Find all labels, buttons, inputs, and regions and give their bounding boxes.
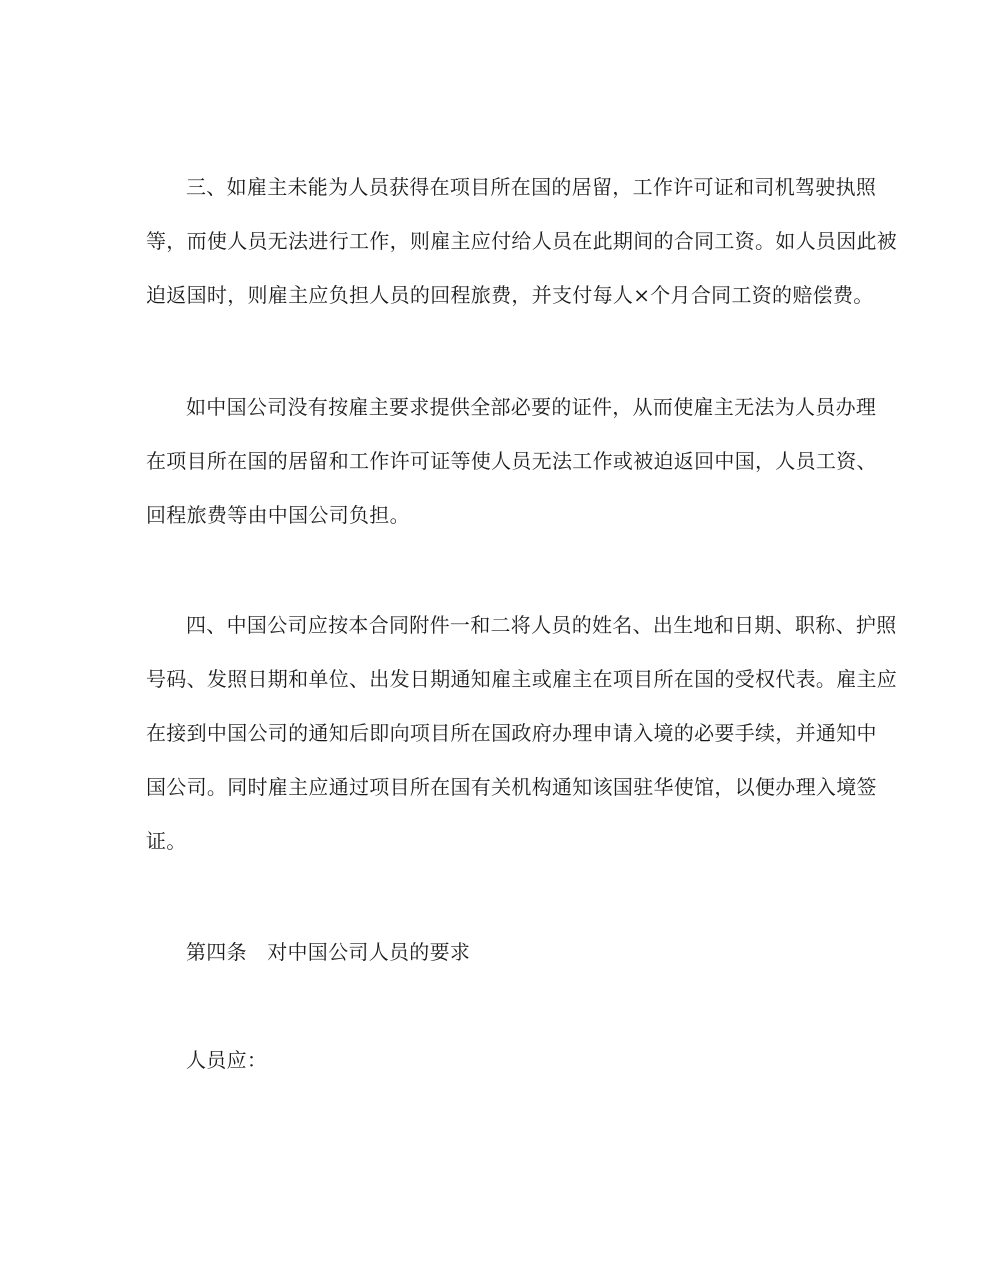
article-4-heading [146,925,846,979]
paragraph-article-3-clause-3 [146,160,898,322]
paragraph-article-3-clause-4 [146,598,898,868]
text-line: 人员应： [186,1048,268,1072]
text-line: 回程旅费等由中国公司负担。 [146,503,410,527]
text-line: 在接到中国公司的通知后即向项目所在国政府办理申请入境的必要手续，并通知中 [146,721,877,745]
text-line: 四、中国公司应按本合同附件一和二将人员的姓名、出生地和日期、职称、护照 [186,613,897,637]
text-line: 号码、发照日期和单位、出发日期通知雇主或雇主在项目所在国的受权代表。雇主应 [146,667,898,691]
text-line: 国公司。同时雇主应通过项目所在国有关机构通知该国驻华使馆，以便办理入境签 [146,775,877,799]
text-line: 如中国公司没有按雇主要求提供全部必要的证件，从而使雇主无法为人员办理 [186,395,877,419]
section-heading: 第四条 对中国公司人员的要求 [186,940,471,964]
text-line: 三、如雇主未能为人员获得在项目所在国的居留，工作许可证和司机驾驶执照 [186,175,877,199]
text-line: 在项目所在国的居留和工作许可证等使人员无法工作或被迫返回中国，人员工资、 [146,449,877,473]
text-line: 证。 [146,829,187,853]
text-line: 迫返国时，则雇主应负担人员的回程旅费，并支付每人×个月合同工资的赔偿费。 [146,283,874,307]
text-line: 等，而使人员无法进行工作，则雇主应付给人员在此期间的合同工资。如人员因此被 [146,229,898,253]
paragraph-document-obligation [146,380,877,542]
paragraph-personnel-shall [146,1033,846,1087]
